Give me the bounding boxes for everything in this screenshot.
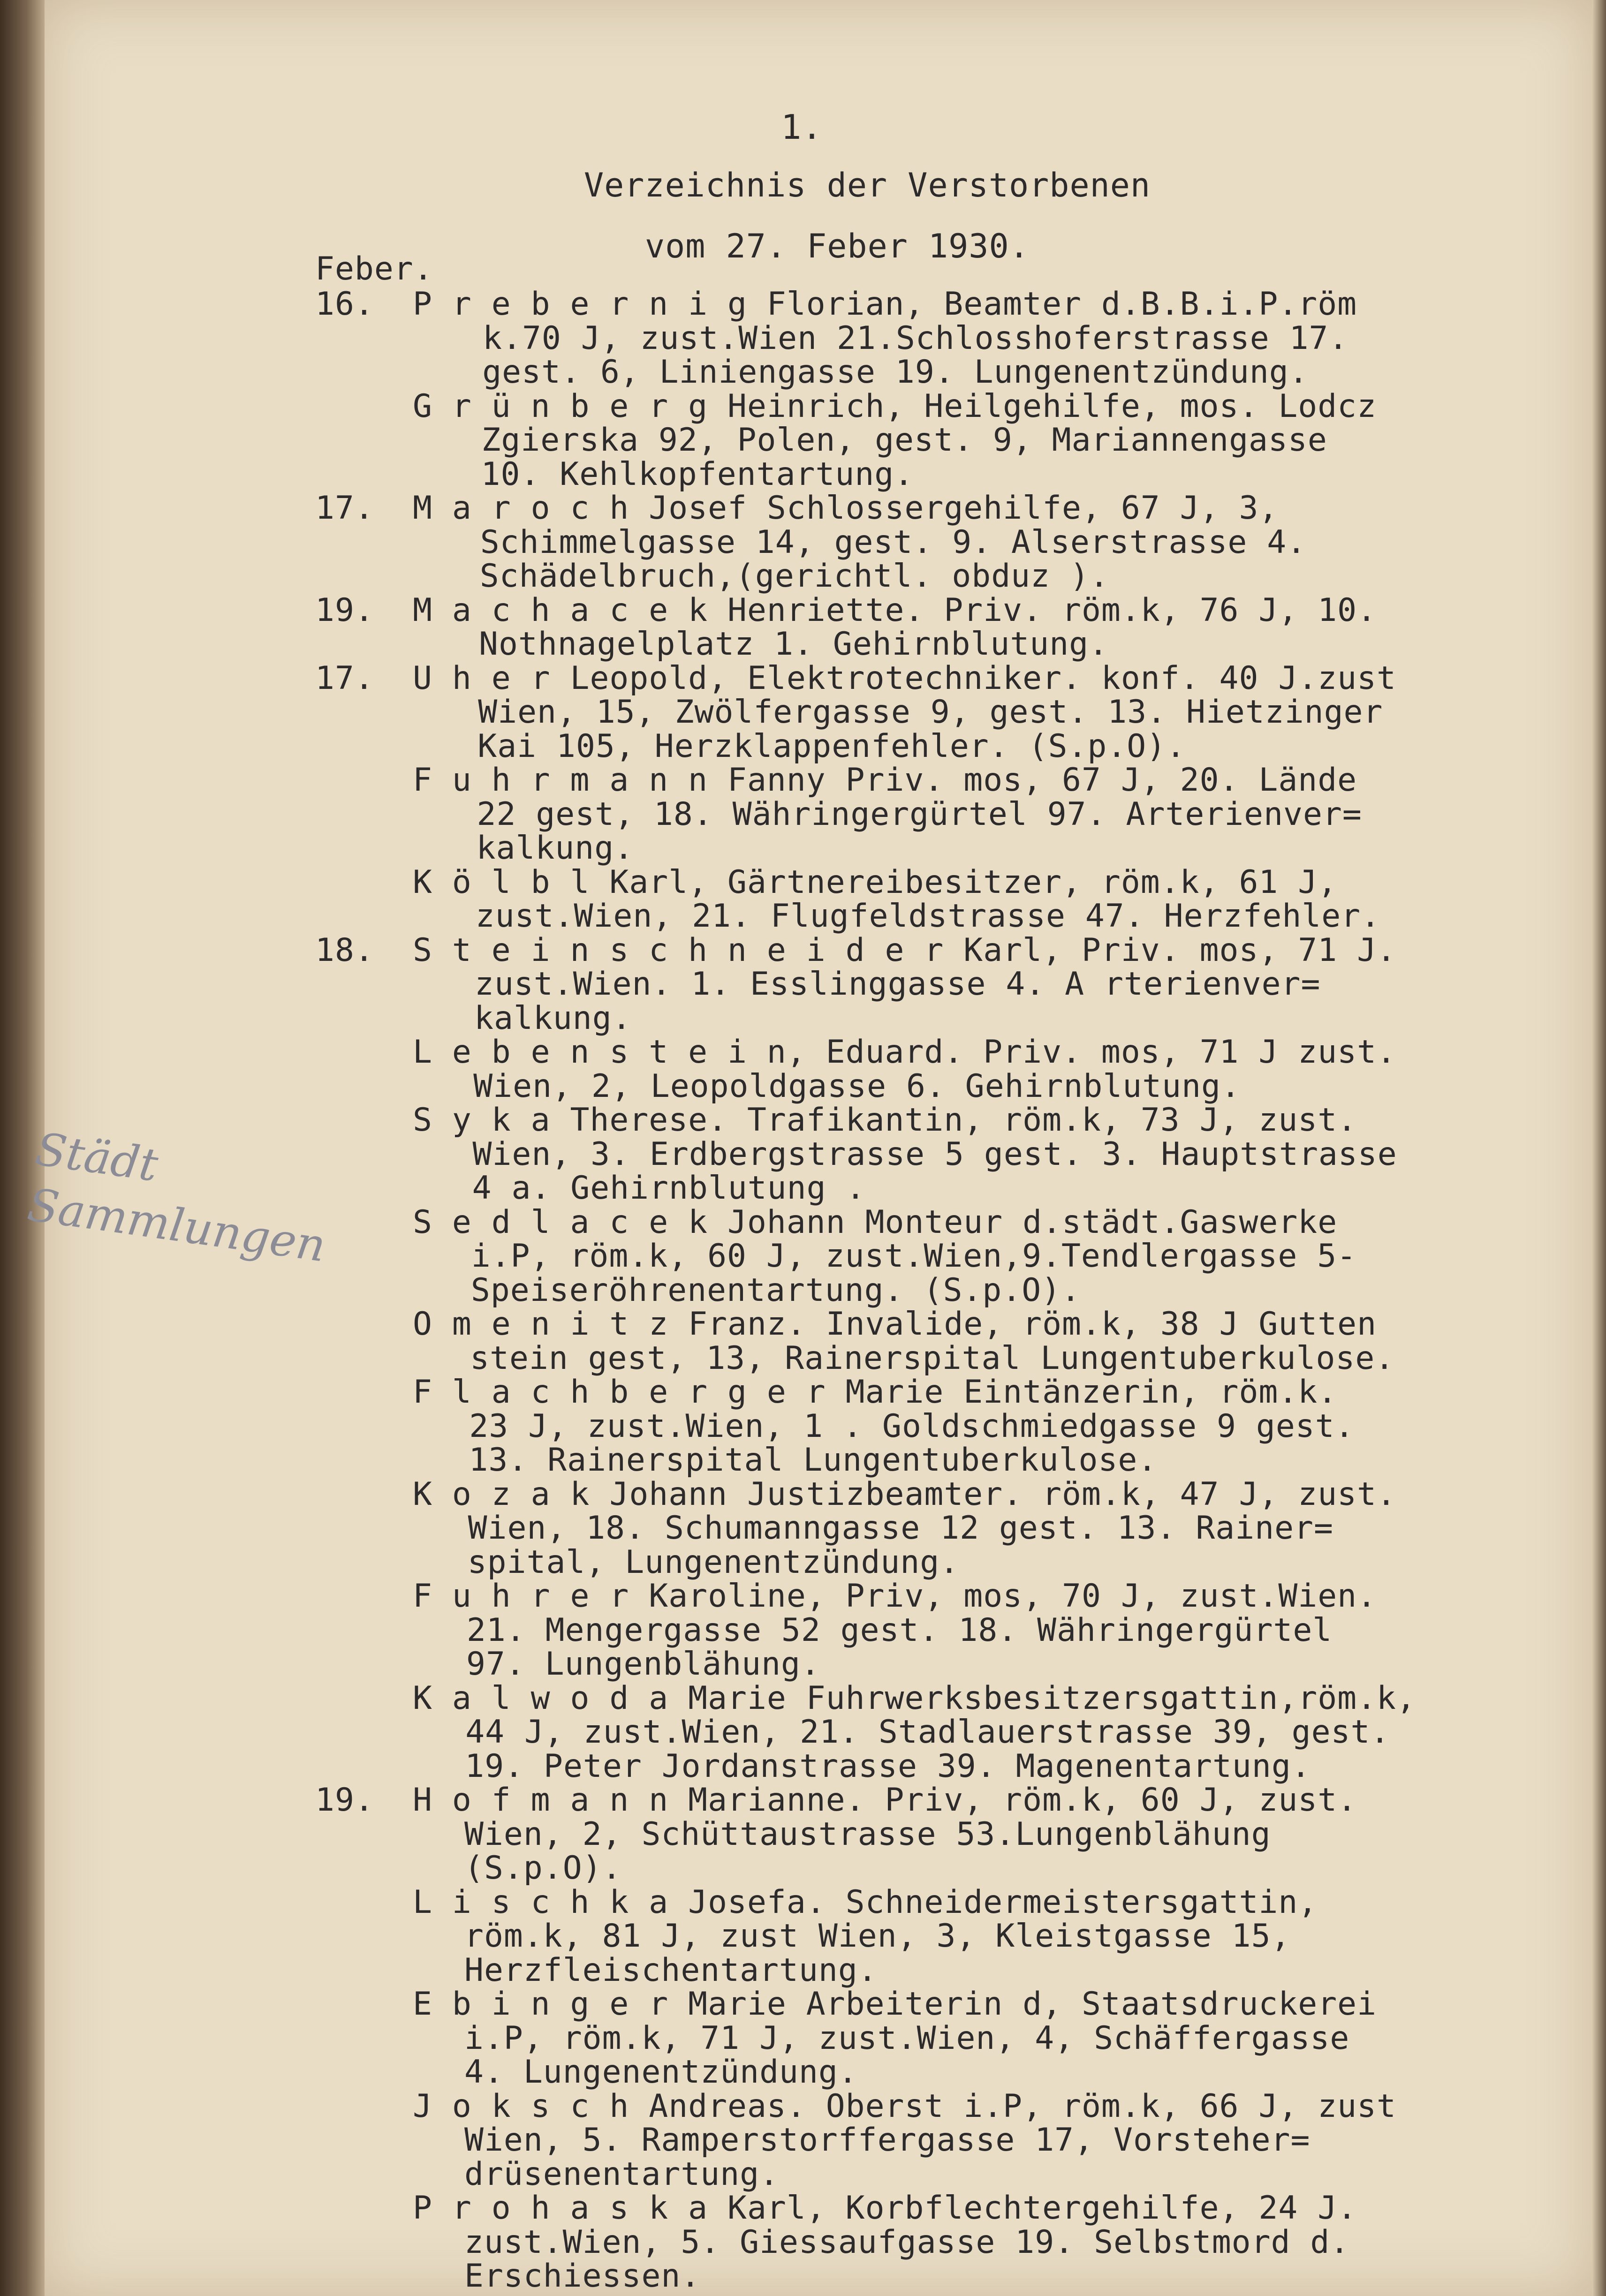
entry-name-line: O m e n i t z Franz. Invalide, röm.k, 38 J Gutten	[413, 1306, 1377, 1343]
entry-name-line: F u h r m a n n Fanny Priv. mos, 67 J, 20. Lände	[413, 762, 1357, 799]
entry-text-line: spital, Lungenentzündung.	[467, 1544, 960, 1581]
entry-text-line: drüsenentartung.	[464, 2156, 780, 2193]
entry-text-line: Schimmelgasse 14, gest. 9. Alserstrasse 4.	[480, 524, 1307, 561]
document-title: Verzeichnis der Verstorbenen	[584, 166, 1151, 204]
entry-text-line: (S.p.O).	[464, 1850, 622, 1887]
entry-text-line: röm.k, 81 J, zust Wien, 3, Kleistgasse 15,	[464, 1918, 1291, 1955]
entry-text-line: 4. Lungenentzündung.	[464, 2054, 858, 2091]
entry-text-line: 13. Rainerspital Lungentuberkulose.	[469, 1442, 1158, 1479]
entry-text-line: 23 J, zust.Wien, 1 . Goldschmiedgasse 9 gest.	[469, 1408, 1355, 1445]
entry-name-line: F l a c h b e r g e r Marie Eintänzerin, röm.k.	[413, 1374, 1338, 1411]
entry-name-line: P r o h a s k a Karl, Korbflechtergehilfe, 24 J.	[413, 2190, 1357, 2227]
entry-text-line: Nothnagelplatz 1. Gehirnblutung.	[479, 626, 1109, 663]
entry-name-line: L i s c h k a Josefa. Schneidermeistersgattin,	[413, 1884, 1318, 1921]
entry-text-line: Wien, 18. Schumanngasse 12 gest. 13. Rainer=	[468, 1510, 1333, 1547]
entry-text-line: Herzfleischentartung.	[464, 1952, 878, 1989]
entry-text-line: kalkung.	[476, 830, 634, 867]
entry-text-line: Wien, 2, Schüttaustrasse 53.Lungenblähung	[464, 1816, 1271, 1853]
entry-name-line: K ö l b l Karl, Gärtnereibesitzer, röm.k, 61 J,	[413, 864, 1338, 901]
entry-name-line: L e b e n s t e i n, Eduard. Priv. mos, 71 J zust.	[413, 1034, 1396, 1071]
entry-name-line: S e d l a c e k Johann Monteur d.städt.Gaswerke	[413, 1204, 1338, 1241]
entry-text-line: k.70 J, zust.Wien 21.Schlosshoferstrasse 17.	[483, 320, 1348, 357]
entry-name-line: M a r o c h Josef Schlossergehilfe, 67 J, 3,	[413, 490, 1279, 527]
entry-text-line: 21. Mengergasse 52 gest. 18. Währingergürtel	[466, 1612, 1333, 1649]
entry-name-line: K o z a k Johann Justizbeamter. röm.k, 47 J, zust.	[413, 1476, 1396, 1513]
entry-text-line: i.P, röm.k, 60 J, zust.Wien,9.Tendlergasse 5-	[471, 1238, 1357, 1275]
entry-text-line: 10. Kehlkopfentartung.	[481, 456, 914, 493]
entry-date: 18.	[315, 932, 374, 969]
entry-name-line: S t e i n s c h n e i d e r Karl, Priv. mos, 71 J.	[413, 932, 1396, 969]
entry-name-line: H o f m a n n Marianne. Priv, röm.k, 60 J, zust.	[413, 1782, 1357, 1819]
entry-name-line: G r ü n b e r g Heinrich, Heilgehilfe, mos. Lodcz	[413, 388, 1377, 425]
entry-text-line: 97. Lungenblähung.	[466, 1646, 820, 1683]
entry-date: 17.	[315, 490, 374, 527]
entry-name-line: F u h r e r Karoline, Priv, mos, 70 J, zust.Wien.	[413, 1578, 1377, 1615]
entry-text-line: 44 J, zust.Wien, 21. Stadlauerstrasse 39, gest.	[465, 1714, 1390, 1751]
page-number: 1.	[781, 107, 823, 147]
entry-text-line: Zgierska 92, Polen, gest. 9, Mariannengasse	[481, 422, 1327, 459]
month-heading: Feber.	[315, 250, 433, 287]
entry-text-line: 22 gest, 18. Währingergürtel 97. Arterienver=	[477, 796, 1362, 833]
entry-text-line: Kai 105, Herzklappenfehler. (S.p.O).	[477, 728, 1186, 765]
entry-date: 16.	[315, 286, 374, 323]
entry-text-line: i.P, röm.k, 71 J, zust.Wien, 4, Schäffergasse	[464, 2020, 1350, 2057]
document-subtitle: vom 27. Feber 1930.	[645, 227, 1030, 265]
entry-name-line: S y k a Therese. Trafikantin, röm.k, 73 J, zust.	[413, 1102, 1357, 1139]
margin-note-line: Städt	[32, 1122, 161, 1192]
entry-text-line: zust.Wien, 21. Flugfeldstrasse 47. Herzfehler.	[475, 898, 1381, 935]
entry-name-line: K a l w o d a Marie Fuhrwerksbesitzersgattin,röm.k,	[413, 1680, 1416, 1717]
entry-text-line: Schädelbruch,(gerichtl. obduz ).	[479, 558, 1109, 595]
entry-text-line: zust.Wien. 1. Esslinggasse 4. A rterienver=	[475, 966, 1321, 1003]
entry-name-line: M a c h a c e k Henriette. Priv. röm.k, 76 J, 10.	[413, 592, 1377, 629]
entry-name-line: E b i n g e r Marie Arbeiterin d, Staatsdruckerei	[413, 1986, 1377, 2023]
entry-text-line: Wien, 3. Erdbergstrasse 5 gest. 3. Hauptstrasse	[472, 1136, 1397, 1173]
entry-text-line: gest. 6, Liniengasse 19. Lungenentzündung.	[482, 354, 1309, 391]
margin-note-line: Sammlungen	[24, 1178, 329, 1272]
entry-name-line: U h e r Leopold, Elektrotechniker. konf. 40 J.zust	[413, 660, 1396, 697]
entry-text-line: Wien, 15, Zwölfergasse 9, gest. 13. Hietzinger	[478, 694, 1383, 731]
entry-date: 19.	[315, 592, 374, 629]
entry-date: 19.	[315, 1782, 374, 1819]
entry-text-line: 4 a. Gehirnblutung .	[472, 1170, 866, 1207]
entry-text-line: 19. Peter Jordanstrasse 39. Magenentartung.	[465, 1748, 1311, 1785]
entry-date: 17.	[315, 660, 374, 697]
entry-text-line: Wien, 5. Ramperstorffergasse 17, Vorsteher=	[464, 2122, 1311, 2159]
entry-text-line: Wien, 2, Leopoldgasse 6. Gehirnblutung.	[473, 1068, 1241, 1105]
entry-name-line: P r e b e r n i g Florian, Beamter d.B.B.i.P.röm	[413, 286, 1357, 323]
entry-text-line: kalkung.	[474, 1000, 632, 1037]
entry-text-line: stein gest, 13, Rainerspital Lungentuberkulose.	[470, 1340, 1395, 1377]
entry-text-line: Erschiessen.	[464, 2258, 701, 2295]
entry-name-line: J o k s c h Andreas. Oberst i.P, röm.k, 66 J, zust	[413, 2088, 1396, 2125]
entry-text-line: zust.Wien, 5. Giessaufgasse 19. Selbstmord d.	[464, 2224, 1350, 2261]
entry-text-line: Speiseröhrenentartung. (S.p.O).	[470, 1272, 1081, 1309]
